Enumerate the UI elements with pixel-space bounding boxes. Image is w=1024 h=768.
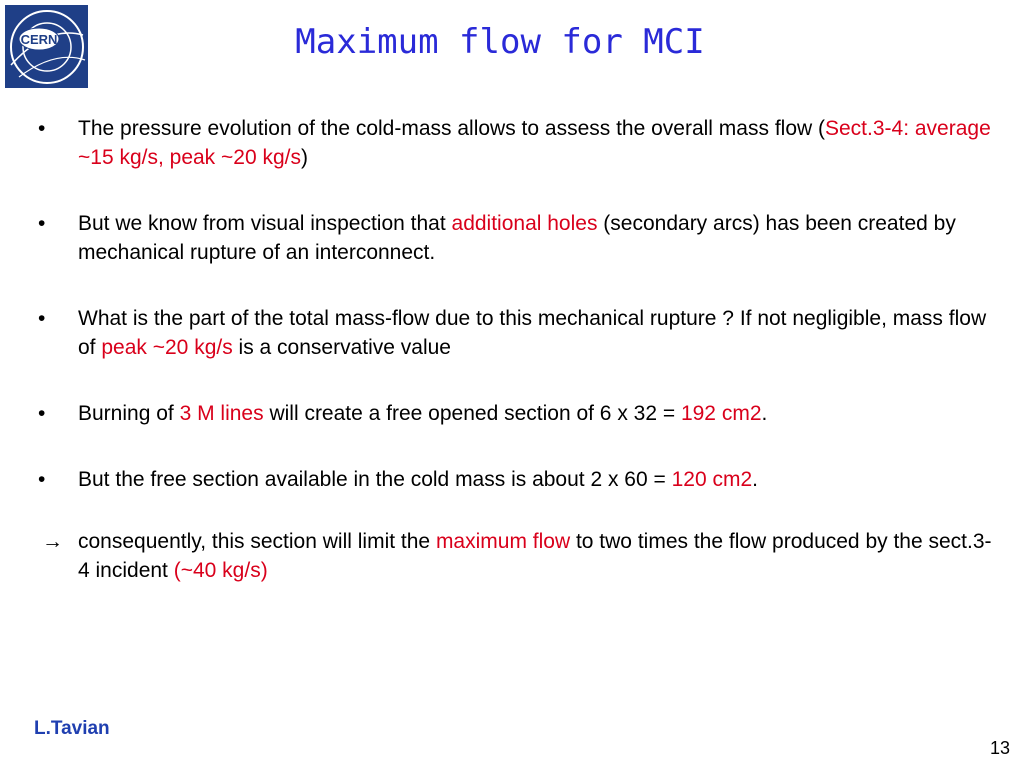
bullet-highlight: Sect.3-4: average ~15 kg/s, peak ~20 kg/s [78, 117, 991, 169]
page-title: Maximum flow for MCI [295, 22, 705, 62]
bullet-highlight: 120 cm2 [671, 468, 753, 491]
bullet-item [38, 114, 998, 172]
bullet-highlight: 192 cm2 [680, 402, 762, 425]
bullet-text: . [761, 402, 768, 425]
bullet-list [38, 114, 998, 585]
arrow-right-icon: → [42, 530, 63, 553]
bullet-item [38, 465, 998, 494]
bullet-text: But the free section available in the cold mass is about 2 x 60 = [78, 468, 672, 491]
bullet-dot-icon: • [38, 402, 46, 425]
page-number: 13 [989, 738, 1010, 758]
bullet-text: will create a free opened section of 6 x 32 = [263, 402, 681, 425]
bullet-text: But we know from visual inspection that [78, 212, 452, 235]
bullet-dot-icon: • [38, 307, 46, 330]
bullet-text: What is the part of the total mass-flow due to this mechanical rupture ? If not negligible, mass flow of [78, 307, 987, 359]
conclusion-highlight: maximum flow [435, 530, 571, 553]
bullet-highlight: peak ~20 kg/s [101, 336, 233, 359]
bullet-item [38, 399, 998, 428]
bullet-item [38, 304, 998, 362]
conclusion-text: consequently, this section will limit the [78, 530, 436, 553]
bullet-dot-icon: • [38, 117, 46, 140]
conclusion-highlight: (~40 kg/s) [173, 559, 268, 582]
bullet-text: ) [300, 146, 308, 169]
bullet-highlight: 3 M lines [179, 402, 264, 425]
bullet-dot-icon: • [38, 468, 46, 491]
cern-logo-text: CERN [20, 32, 58, 47]
bullet-dot-icon: • [38, 212, 46, 235]
conclusion-paragraph [38, 527, 998, 585]
bullet-text: is a conservative value [232, 336, 451, 359]
bullet-text: . [752, 468, 758, 491]
author-name: L.Tavian [34, 718, 110, 739]
bullet-text: The pressure evolution of the cold-mass allows to assess the overall mass flow ( [78, 117, 825, 140]
bullet-highlight: additional holes [451, 212, 598, 235]
conclusion-text: to two times the flow produced by the sect.3-4 incident [78, 530, 992, 582]
bullet-text: (secondary arcs) has been created by mechanical rupture of an interconnect. [78, 212, 956, 264]
bullet-text: Burning of [78, 402, 180, 425]
bullet-item [38, 209, 998, 267]
